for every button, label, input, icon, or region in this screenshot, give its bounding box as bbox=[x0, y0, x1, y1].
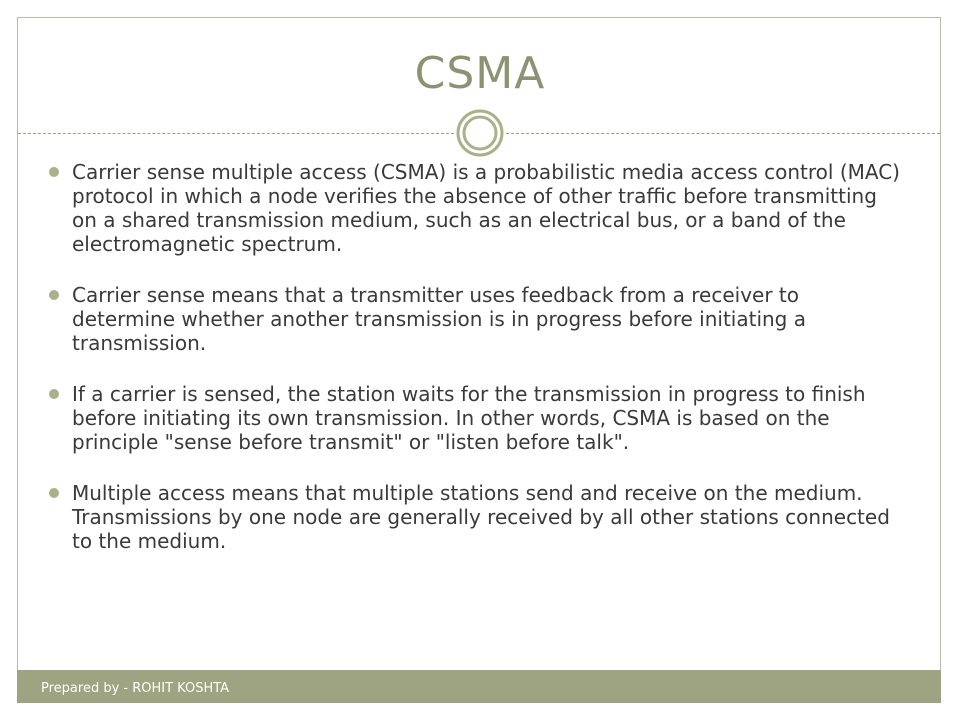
slide-content bbox=[48, 160, 908, 580]
bullet-dot-icon bbox=[49, 488, 59, 498]
bullet-dot-icon bbox=[49, 290, 59, 300]
circle-ornament-icon bbox=[455, 108, 505, 158]
bullet-item bbox=[48, 382, 908, 454]
bullet-text: Multiple access means that multiple stations send and receive on the medium. Transmissions by one node are generally received by all other stations connected to the medium. bbox=[72, 481, 890, 553]
bullet-text: Carrier sense means that a transmitter uses feedback from a receiver to determine whether another transmission is in progress before initiating a transmission. bbox=[72, 283, 806, 355]
title-divider-right bbox=[506, 133, 940, 134]
bullet-item bbox=[48, 481, 908, 553]
bullet-text: Carrier sense multiple access (CSMA) is a probabilistic media access control (MAC) protocol in which a node verifies the absence of other traffic before transmitting on a shared transmission medium, such as an electrical bus, or a band of the electromagnetic spectrum. bbox=[72, 160, 900, 256]
title-divider-left bbox=[18, 133, 454, 134]
slide-title: CSMA bbox=[414, 48, 546, 99]
bullet-item bbox=[48, 160, 908, 256]
bullet-item bbox=[48, 283, 908, 355]
bullet-dot-icon bbox=[49, 389, 59, 399]
bullet-dot-icon bbox=[49, 167, 59, 177]
footer-bar bbox=[17, 670, 941, 703]
footer-text: Prepared by - ROHIT KOSHTA bbox=[41, 681, 230, 696]
bullet-text: If a carrier is sensed, the station waits for the transmission in progress to finish before initiating its own transmission. In other words, CSMA is based on the principle "sense before transmit" or "listen before talk". bbox=[72, 382, 866, 454]
